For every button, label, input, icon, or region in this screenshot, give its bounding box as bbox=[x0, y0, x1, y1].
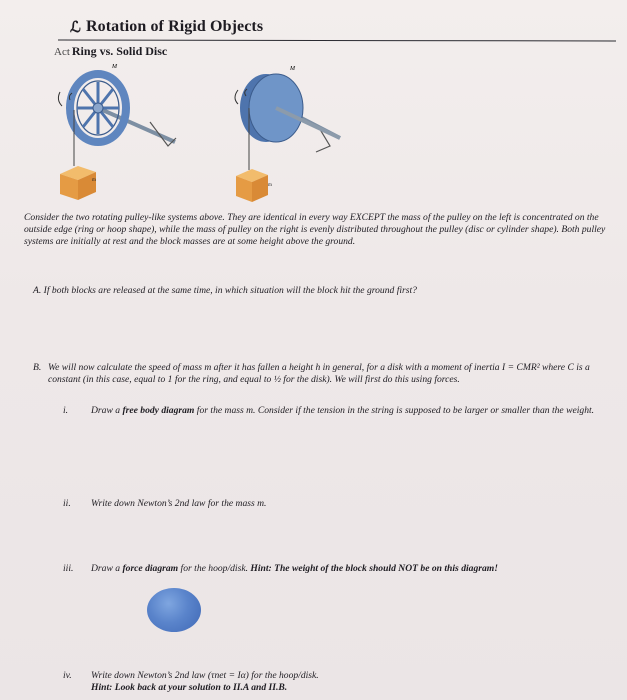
ring-hub bbox=[93, 103, 103, 113]
ring-pulley-label: M bbox=[112, 64, 117, 70]
part-iii-bold: force diagram bbox=[122, 563, 179, 574]
part-ii bbox=[63, 498, 608, 510]
title-marker: ℒ bbox=[70, 20, 81, 36]
page-title: Rotation of Rigid Objects bbox=[86, 18, 264, 35]
part-i: i. Draw a free body diagram for the mass m. Consider if the tension in the string is supposed to be larger or smaller than the weight. bbox=[63, 405, 595, 416]
pulley-figure bbox=[0, 58, 627, 208]
part-iv-hint: Hint: Look back at your solution to II.A and II.B. bbox=[91, 682, 288, 693]
part-iv-text: Write down Newton’s 2nd law (τnet = Iα) for the hoop/disk. bbox=[91, 670, 319, 681]
subtitle-lead: Act bbox=[54, 46, 70, 58]
subtitle-text: Ring vs. Solid Disc bbox=[71, 44, 168, 58]
part-iii-hint: Hint: The weight of the block should NOT be on this diagram! bbox=[250, 563, 498, 574]
ring-block-label: m bbox=[92, 178, 96, 183]
part-ii-numeral: ii. bbox=[63, 498, 71, 509]
intro-paragraph: Consider the two rotating pulley-like systems above. They are identical in every way EXCEPT the mass of the pulley on the left is concentrated on the outside edge (ring or hoop shape), while the mass of pulley on the right is evenly distributed throughout the pulley (disc or cylinder shape). Both pulley systems are initially at rest and the block masses are at some height above the ground. bbox=[24, 212, 606, 248]
part-ii-text: Write down Newton’s 2nd law for the mass m. bbox=[91, 498, 267, 509]
disc-block-label: m bbox=[268, 183, 272, 188]
part-i-bold: free body diagram bbox=[122, 405, 195, 416]
section-subtitle bbox=[54, 44, 167, 59]
hoop-disk-circle bbox=[147, 588, 201, 632]
title-rule bbox=[58, 40, 616, 42]
question-b bbox=[33, 362, 605, 386]
part-iii-numeral: iii. bbox=[63, 563, 74, 574]
part-iv bbox=[63, 670, 608, 694]
ring-pulley bbox=[58, 64, 176, 200]
question-a: A. If both blocks are released at the same time, in which situation will the block hit the ground first? bbox=[33, 285, 417, 296]
part-iii: iii. Draw a force diagram for the hoop/disk. Hint: The weight of the block should NOT be on this diagram! bbox=[63, 563, 498, 574]
disc-block bbox=[236, 169, 268, 202]
question-b-text: We will now calculate the speed of mass m after it has fallen a height h in general, for a disk with a moment of inertia I = CMR² where C is a constant (in this case, equal to 1 for the ring, and equal to ½ for the disk). We will first do this using forces. bbox=[48, 362, 590, 385]
question-b-number: B. bbox=[33, 362, 42, 373]
part-i-numeral: i. bbox=[63, 405, 69, 416]
part-iv-numeral: iv. bbox=[63, 670, 72, 681]
disc-pulley-label: M bbox=[290, 66, 295, 72]
ring-block bbox=[60, 166, 96, 200]
disc-pulley bbox=[235, 66, 340, 202]
